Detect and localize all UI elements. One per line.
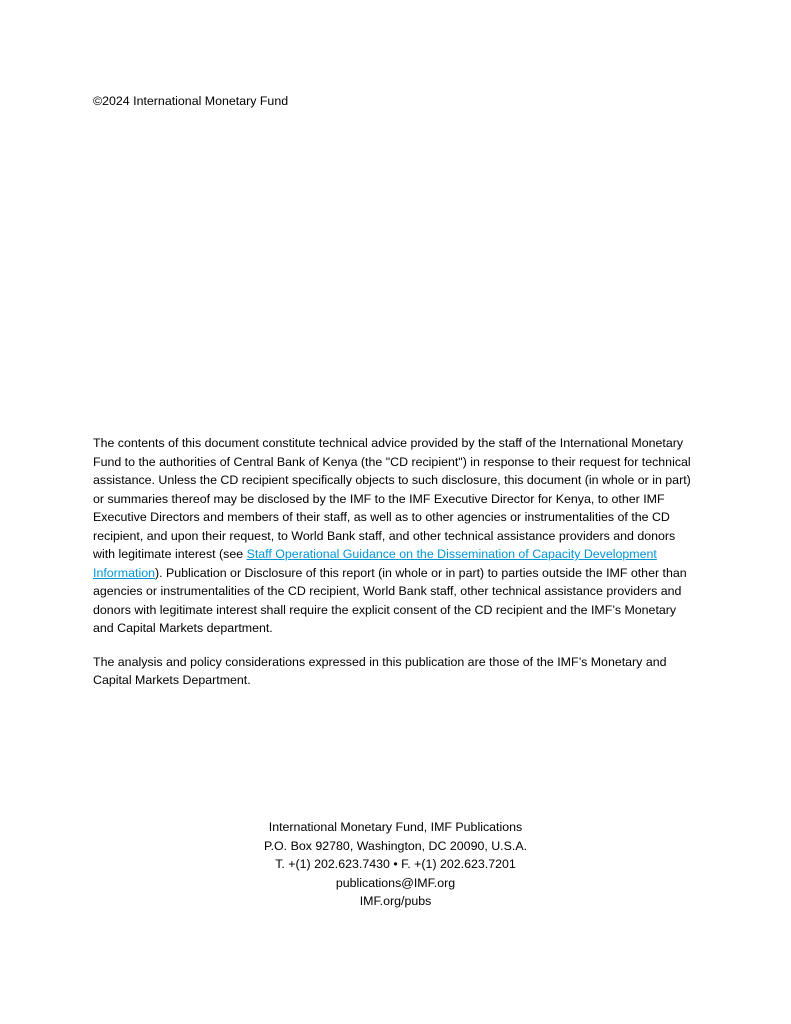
phone-fax: T. +(1) 202.623.7430 • F. +(1) 202.623.7201: [275, 857, 516, 871]
publisher-address-block: [0, 818, 791, 911]
staff-guidance-link[interactable]: Staff Operational Guidance on the Dissemination of Capacity Development Information: [93, 547, 657, 580]
postal-address: P.O. Box 92780, Washington, DC 20090, U.S.A.: [263, 838, 528, 853]
disclaimer-paragraph-1: [93, 434, 699, 638]
copyright-notice: ©2024 International Monetary Fund: [93, 94, 289, 108]
disclaimer-text-before-link: The contents of this document constitute technical advice provided by the staff of the International Monetary Fund to the authorities of Central Bank of Kenya (the "CD recipient") in response to their request for technical assistance. Unless the CD recipient specifically objects to such disclosure, this document (in whole or in part) or summaries thereof may be disclosed by the IMF to the IMF Executive Director for Kenya, to other IMF Executive Directors and members of their staff, as well as to other agencies or instrumentalities of the CD recipient, and upon their request, to World Bank staff, and other technical assistance providers and donors with legitimate interest (see: [93, 436, 691, 561]
disclaimer-section: [93, 434, 699, 705]
publications-email: publications@IMF.org: [335, 875, 456, 890]
disclaimer-text-after-link: ). Publication or Disclosure of this report (in whole or in part) to parties outside the IMF other than agencies or instrumentalities of the CD recipient, World Bank staff, other technical assistance providers and donors with legitimate interest shall require the explicit consent of the CD recipient and the IMF’s Monetary and Capital Markets department.: [93, 565, 687, 635]
publisher-name: International Monetary Fund, IMF Publications: [268, 820, 523, 834]
publications-website: IMF.org/pubs: [359, 894, 432, 908]
disclaimer-paragraph-2: The analysis and policy considerations expressed in this publication are those of the IMF’s Monetary and Capital Markets Department.: [93, 654, 667, 687]
